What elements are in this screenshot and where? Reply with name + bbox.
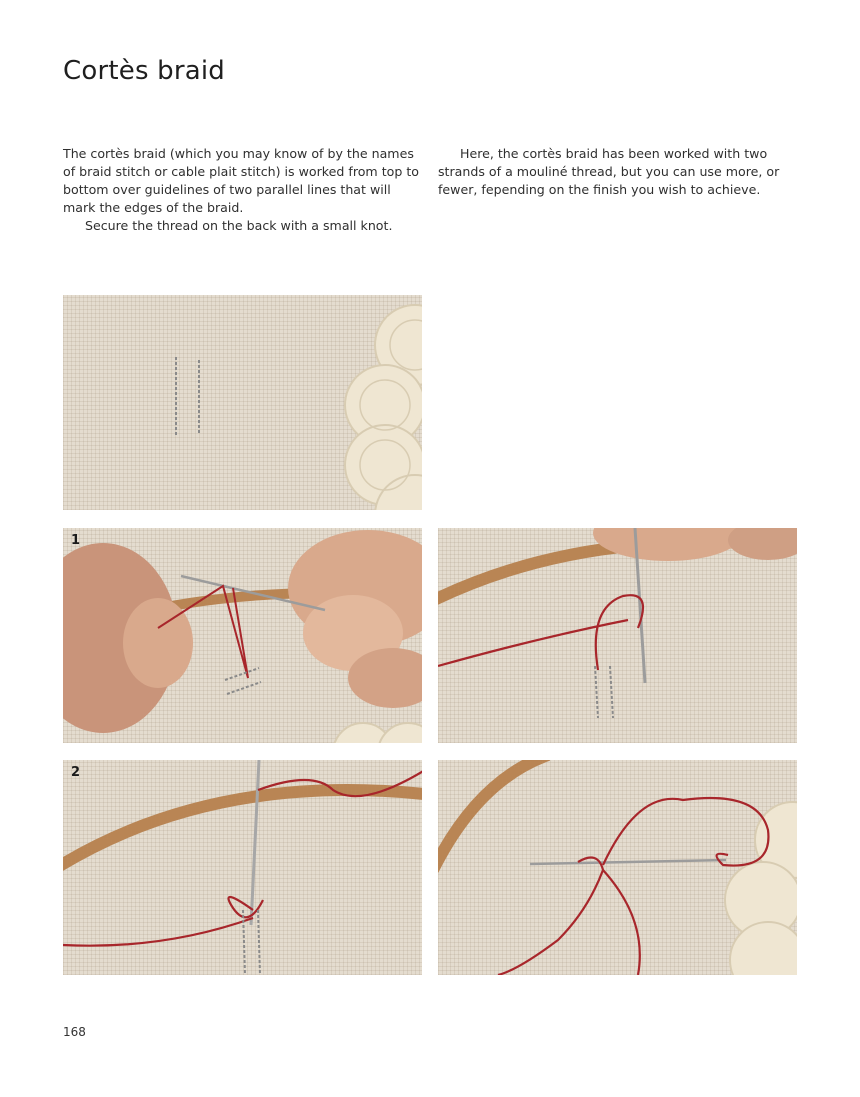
photo-step-1a — [63, 528, 422, 743]
secure-thread-paragraph: Secure the thread on the back with a small knot. — [85, 218, 393, 233]
step-number-2: 2 — [71, 765, 81, 780]
intro-text-left — [63, 145, 421, 235]
page-title: Cortès braid — [63, 56, 226, 86]
step-number-1: 1 — [71, 533, 81, 548]
thread-note-paragraph: Here, the cortès braid has been worked with two strands of a mouliné thread, but you can use more, or fewer, fepending on the finish you wish to achieve. — [438, 146, 780, 197]
photo-step-2a — [63, 760, 422, 975]
step-2a-illustration — [63, 760, 422, 975]
intro-paragraph: The cortès braid (which you may know of by the names of braid stitch or cable plait stitch) is worked from top to bottom over guidelines of two parallel lines that will mark the edges of the braid. — [63, 146, 419, 215]
step-2b-illustration — [438, 760, 797, 975]
photo-step-2b — [438, 760, 797, 975]
photo-step-1b — [438, 528, 797, 743]
intro-text-right — [438, 145, 796, 199]
step-1a-illustration — [63, 528, 422, 743]
step-1b-illustration — [438, 528, 797, 743]
photo-guidelines — [63, 295, 422, 510]
guidelines-illustration — [63, 295, 422, 510]
page-number: 168 — [63, 1025, 86, 1039]
